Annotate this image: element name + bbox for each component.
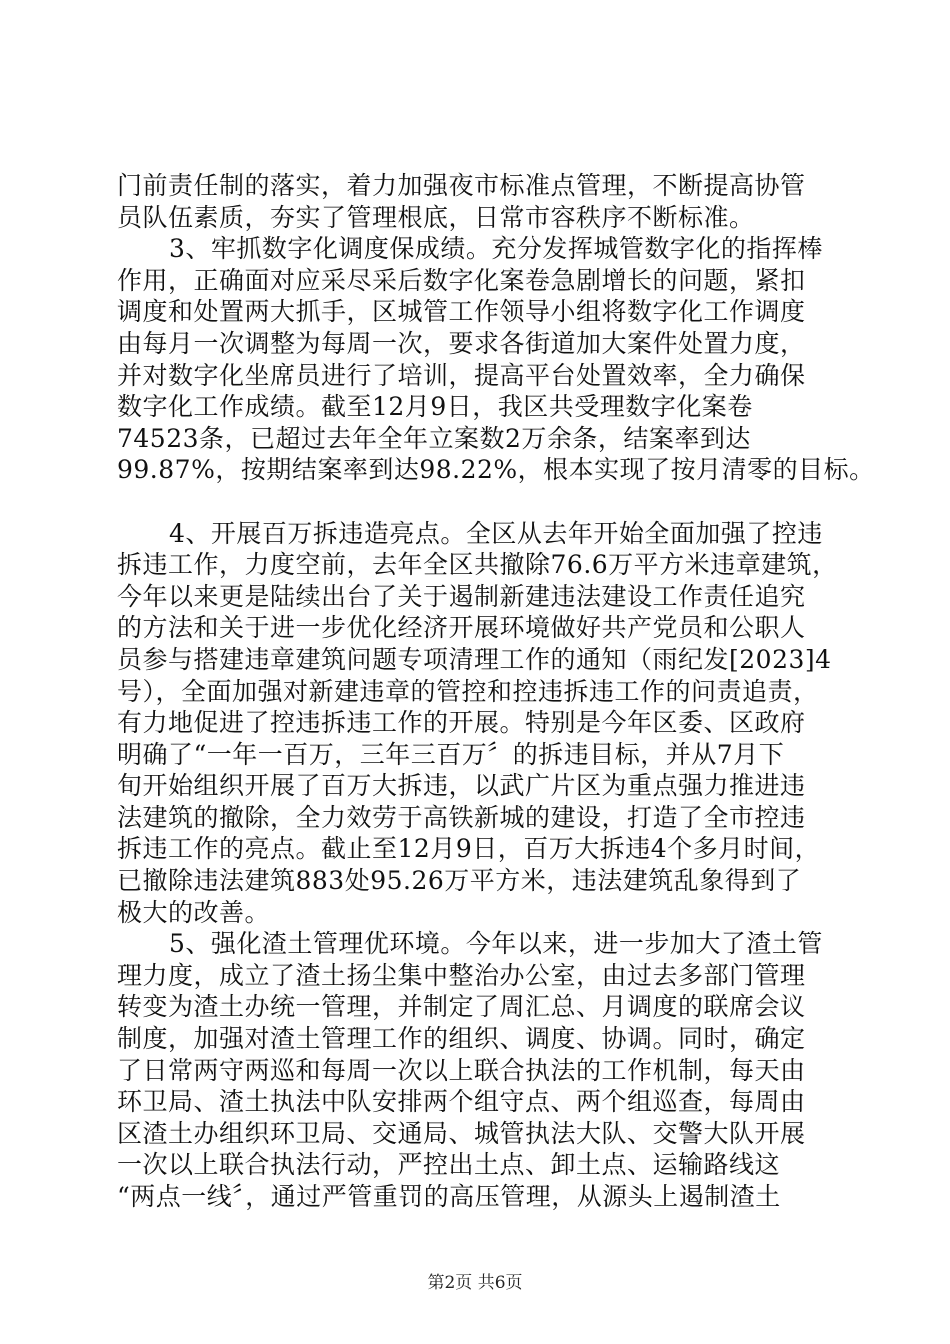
text-line: 拆违工作，力度空前，去年全区共撤除76.6万平方米违章建筑，	[117, 550, 838, 580]
text-line: 拆违工作的亮点。截止至12月9日，百万大拆违4个多月时间，	[117, 834, 821, 864]
text-line: 有力地促进了控违拆违工作的开展。特别是今年区委、区政府	[117, 708, 806, 738]
text-line: 法建筑的撤除，全力效劳于高铁新城的建设，打造了全市控违	[117, 802, 806, 832]
text-line: 调度和处置两大抓手，区城管工作领导小组将数字化工作调度	[117, 297, 806, 327]
body-text	[117, 170, 875, 1213]
text-line: “两点一线〞，通过严管重罚的高压管理，从源头上遏制渣土	[117, 1182, 781, 1211]
text-line: 由每月一次调整为每周一次，要求各街道加大案件处置力度，	[117, 328, 806, 358]
text-line: 号），全面加强对新建违章的管控和控违拆违工作的问责追责，	[117, 676, 819, 706]
text-line: 了日常两守两巡和每周一次以上联合执法的工作机制，每天由	[117, 1055, 806, 1085]
paragraph-start-line: 5、强化渣土管理优环境。今年以来，进一步加大了渣土管	[169, 929, 823, 959]
text-line: 已撤除违法建筑883处95.26万平方米，违法建筑乱象得到了	[117, 866, 802, 896]
text-line: 门前责任制的落实，着力加强夜市标准点管理，不断提高协管	[117, 171, 806, 200]
text-line: 极大的改善。	[117, 897, 271, 927]
text-line: 旬开始组织开展了百万大拆违，以武广片区为重点强力推进违	[117, 771, 806, 801]
text-line: 制度，加强对渣土管理工作的组织、调度、协调。同时，确定	[117, 1024, 806, 1054]
text-line: 的方法和关于进一步优化经济开展环境做好共产党员和公职人	[117, 613, 806, 643]
text-line: 员参与搭建违章建筑问题专项清理工作的通知（雨纪发[2023]4	[117, 644, 832, 674]
text-line: 今年以来更是陆续出台了关于遏制新建违法建设工作责任追究	[117, 581, 806, 611]
text-line: 并对数字化坐席员进行了培训，提高平台处置效率，全力确保	[117, 360, 806, 390]
text-line: 明确了“一年一百万，三年三百万〞的拆违目标，并从7月下	[117, 739, 785, 769]
paragraph-start-line: 3、牢抓数字化调度保成绩。充分发挥城管数字化的指挥棒	[169, 234, 823, 264]
text-line: 99.87%，按期结案率到达98.22%，根本实现了按月清零的目标。	[117, 455, 875, 485]
page-footer: 第2页 共6页	[427, 1273, 523, 1293]
text-line: 理力度，成立了渣土扬尘集中整治办公室，由过去多部门管理	[117, 960, 806, 990]
text-line: 员队伍素质，夯实了管理根底，日常市容秩序不断标准。	[117, 202, 755, 232]
text-line: 一次以上联合执法行动，严控出土点、卸土点、运输路线这	[117, 1150, 781, 1180]
text-line: 74523条，已超过去年全年立案数2万余条，结案率到达	[117, 423, 751, 453]
paragraph-start-line: 4、开展百万拆违造亮点。全区从去年开始全面加强了控违	[169, 518, 823, 548]
text-line: 区渣土办组织环卫局、交通局、城管执法大队、交警大队开展	[117, 1118, 806, 1148]
text-line: 数字化工作成绩。截至12月9日，我区共受理数字化案卷	[117, 392, 753, 422]
blank-line	[117, 486, 841, 518]
text-line: 环卫局、渣土执法中队安排两个组守点、两个组巡查，每周由	[117, 1087, 806, 1117]
text-line: 转变为渣土办统一管理，并制定了周汇总、月调度的联席会议	[117, 992, 806, 1022]
text-line: 作用，正确面对应采尽采后数字化案卷急剧增长的问题，紧扣	[117, 265, 806, 295]
